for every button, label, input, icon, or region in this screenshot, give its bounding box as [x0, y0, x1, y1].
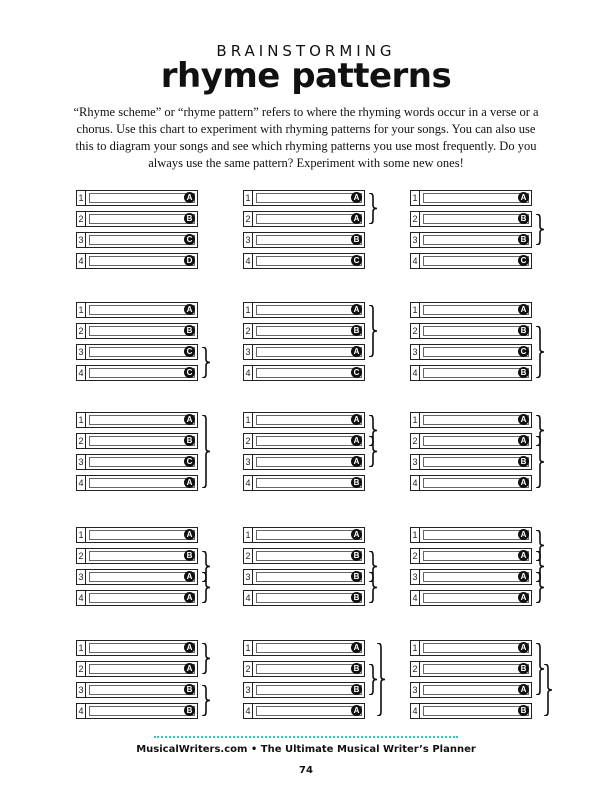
rhyme-line-row [410, 475, 532, 491]
lyric-line-field[interactable] [256, 530, 362, 540]
rhyme-line-row [76, 211, 198, 227]
rhyme-chart [410, 640, 550, 720]
line-number: 1 [244, 191, 253, 205]
rhyme-letter-badge: A [351, 705, 362, 716]
rhyme-line-row [410, 365, 532, 381]
lyric-line-field[interactable] [256, 347, 362, 357]
rhyme-letter-badge: A [351, 414, 362, 425]
rhyme-line-row [410, 682, 532, 698]
rhyme-chart [410, 527, 550, 607]
lyric-line-field[interactable] [423, 643, 529, 653]
rhyme-line-row [410, 344, 532, 360]
lyric-line-field[interactable] [423, 214, 529, 224]
rhyme-brace-icon [368, 193, 378, 224]
line-number: 3 [244, 233, 253, 247]
lyric-line-field[interactable] [256, 685, 362, 695]
rhyme-line-row [410, 412, 532, 428]
line-number: 3 [244, 345, 253, 359]
rhyme-letter-badge: A [184, 642, 195, 653]
rhyme-letter-badge: A [351, 642, 362, 653]
rhyme-chart [243, 527, 383, 607]
rhyme-letter-badge: B [351, 592, 362, 603]
lyric-line-field[interactable] [89, 347, 195, 357]
rhyme-letter-badge: D [184, 255, 195, 266]
line-number: 3 [411, 683, 420, 697]
rhyme-chart [243, 640, 383, 720]
line-number: 2 [244, 549, 253, 563]
line-number: 4 [411, 591, 420, 605]
lyric-line-field[interactable] [256, 572, 362, 582]
lyric-line-field[interactable] [89, 305, 195, 315]
rhyme-letter-badge: A [184, 414, 195, 425]
rhyme-chart [410, 302, 550, 382]
rhyme-brace-icon [535, 436, 545, 488]
rhyme-letter-badge: B [184, 213, 195, 224]
rhyme-letter-badge: A [184, 663, 195, 674]
line-number: 3 [411, 233, 420, 247]
rhyme-line-row [243, 703, 365, 719]
rhyme-line-row [410, 454, 532, 470]
rhyme-chart [410, 412, 550, 492]
lyric-line-field[interactable] [423, 436, 529, 446]
footer-text: MusicalWriters.com • The Ultimate Musical Writer’s Planner [136, 744, 476, 755]
line-number: 2 [77, 434, 86, 448]
rhyme-line-row [410, 661, 532, 677]
rhyme-letter-badge: C [184, 234, 195, 245]
rhyme-letter-badge: A [184, 477, 195, 488]
lyric-line-field[interactable] [89, 664, 195, 674]
rhyme-line-row [243, 682, 365, 698]
line-number: 4 [77, 704, 86, 718]
line-number: 1 [77, 413, 86, 427]
rhyme-line-row [243, 232, 365, 248]
lyric-line-field[interactable] [423, 193, 529, 203]
rhyme-letter-badge: A [518, 435, 529, 446]
rhyme-line-row [243, 454, 365, 470]
lyric-line-field[interactable] [256, 593, 362, 603]
rhyme-line-row [243, 344, 365, 360]
rhyme-line-row [410, 527, 532, 543]
line-number: 1 [244, 528, 253, 542]
line-number: 2 [77, 324, 86, 338]
line-number: 4 [244, 591, 253, 605]
line-number: 1 [411, 303, 420, 317]
line-number: 1 [244, 413, 253, 427]
lyric-line-field[interactable] [89, 193, 195, 203]
rhyme-letter-badge: A [518, 571, 529, 582]
line-number: 1 [77, 641, 86, 655]
lyric-line-field[interactable] [423, 305, 529, 315]
lyric-line-field[interactable] [256, 256, 362, 266]
rhyme-line-row [410, 253, 532, 269]
line-number: 1 [77, 528, 86, 542]
rhyme-letter-badge: B [518, 213, 529, 224]
rhyme-line-row [410, 302, 532, 318]
rhyme-letter-badge: B [351, 684, 362, 695]
rhyme-letter-badge: C [351, 255, 362, 266]
rhyme-line-row [76, 590, 198, 606]
lyric-line-field[interactable] [256, 305, 362, 315]
line-number: 2 [244, 434, 253, 448]
rhyme-chart [76, 527, 216, 607]
lyric-line-field[interactable] [256, 214, 362, 224]
rhyme-letter-badge: A [518, 192, 529, 203]
line-number: 3 [244, 570, 253, 584]
rhyme-line-row [243, 323, 365, 339]
lyric-line-field[interactable] [256, 326, 362, 336]
rhyme-letter-badge: A [518, 550, 529, 561]
rhyme-line-row [76, 640, 198, 656]
rhyme-line-row [243, 412, 365, 428]
rhyme-line-row [410, 569, 532, 585]
rhyme-letter-badge: C [518, 346, 529, 357]
lyric-line-field[interactable] [256, 478, 362, 488]
rhyme-letter-badge: C [184, 346, 195, 357]
lyric-line-field[interactable] [423, 235, 529, 245]
rhyme-chart [243, 190, 383, 270]
rhyme-letter-badge: B [518, 234, 529, 245]
lyric-line-field[interactable] [423, 347, 529, 357]
line-number: 2 [244, 212, 253, 226]
line-number: 2 [77, 549, 86, 563]
lyric-line-field[interactable] [89, 593, 195, 603]
rhyme-line-row [410, 323, 532, 339]
lyric-line-field[interactable] [256, 664, 362, 674]
rhyme-line-row [76, 703, 198, 719]
lyric-line-field[interactable] [423, 685, 529, 695]
rhyme-letter-badge: C [518, 255, 529, 266]
lyric-line-field[interactable] [256, 368, 362, 378]
rhyme-line-row [243, 590, 365, 606]
lyric-line-field[interactable] [89, 214, 195, 224]
rhyme-line-row [410, 232, 532, 248]
line-number: 3 [77, 345, 86, 359]
line-number: 4 [244, 476, 253, 490]
rhyme-letter-badge: A [518, 529, 529, 540]
lyric-line-field[interactable] [423, 457, 529, 467]
lyric-line-field[interactable] [423, 415, 529, 425]
line-number: 4 [411, 704, 420, 718]
lyric-line-field[interactable] [256, 643, 362, 653]
rhyme-chart [76, 302, 216, 382]
rhyme-brace-icon [535, 572, 545, 603]
lyric-line-field[interactable] [423, 706, 529, 716]
lyric-line-field[interactable] [89, 706, 195, 716]
lyric-line-field[interactable] [256, 457, 362, 467]
rhyme-line-row [243, 302, 365, 318]
intro-paragraph: “Rhyme scheme” or “rhyme pattern” refers to where the rhyming words occur in a verse or a chorus. Use this chart to experiment with rhyming patterns for your songs. You can also use this to diagram your songs and see which rhyming patterns you use most frequently. Do you always use the same pattern? Experiment with some new ones! [73, 105, 539, 170]
rhyme-line-row [243, 433, 365, 449]
rhyme-line-row [243, 253, 365, 269]
line-number: 1 [411, 641, 420, 655]
rhyme-letter-badge: C [351, 367, 362, 378]
rhyme-letter-badge: A [184, 304, 195, 315]
rhyme-letter-badge: B [518, 325, 529, 336]
rhyme-line-row [76, 323, 198, 339]
rhyme-letter-badge: A [184, 571, 195, 582]
rhyme-letter-badge: A [184, 592, 195, 603]
rhyme-letter-badge: B [184, 325, 195, 336]
rhyme-letter-badge: A [518, 477, 529, 488]
lyric-line-field[interactable] [423, 478, 529, 488]
line-number: 2 [77, 212, 86, 226]
line-number: 3 [244, 455, 253, 469]
line-number: 4 [244, 704, 253, 718]
rhyme-line-row [243, 640, 365, 656]
rhyme-line-row [410, 433, 532, 449]
line-number: 4 [411, 254, 420, 268]
rhyme-line-row [410, 548, 532, 564]
rhyme-line-row [410, 590, 532, 606]
line-number: 2 [411, 549, 420, 563]
rhyme-brace-icon [368, 572, 378, 603]
rhyme-letter-badge: A [351, 529, 362, 540]
rhyme-letter-badge: B [184, 435, 195, 446]
rhyme-line-row [76, 569, 198, 585]
rhyme-letter-badge: A [184, 529, 195, 540]
rhyme-line-row [76, 232, 198, 248]
lyric-line-field[interactable] [89, 551, 195, 561]
line-number: 3 [77, 455, 86, 469]
lyric-line-field[interactable] [89, 685, 195, 695]
lyric-line-field[interactable] [423, 256, 529, 266]
rhyme-letter-badge: A [518, 304, 529, 315]
lyric-line-field[interactable] [89, 457, 195, 467]
line-number: 4 [77, 591, 86, 605]
line-number: 1 [244, 641, 253, 655]
line-number: 3 [77, 683, 86, 697]
lyric-line-field[interactable] [89, 572, 195, 582]
lyric-line-field[interactable] [256, 551, 362, 561]
line-number: 2 [77, 662, 86, 676]
lyric-line-field[interactable] [423, 551, 529, 561]
rhyme-line-row [76, 412, 198, 428]
line-number: 4 [77, 254, 86, 268]
rhyme-line-row [76, 344, 198, 360]
lyric-line-field[interactable] [423, 593, 529, 603]
rhyme-brace-icon [376, 643, 386, 716]
line-number: 2 [244, 662, 253, 676]
rhyme-brace-icon [201, 415, 211, 488]
lyric-line-field[interactable] [89, 643, 195, 653]
rhyme-letter-badge: A [518, 414, 529, 425]
line-number: 4 [411, 366, 420, 380]
line-number: 1 [77, 303, 86, 317]
line-number: 2 [411, 662, 420, 676]
rhyme-letter-badge: B [351, 550, 362, 561]
lyric-line-field[interactable] [256, 235, 362, 245]
rhyme-letter-badge: B [518, 367, 529, 378]
line-number: 2 [411, 324, 420, 338]
lyric-line-field[interactable] [89, 326, 195, 336]
line-number: 4 [244, 254, 253, 268]
page-title: rhyme patterns [160, 56, 452, 96]
lyric-line-field[interactable] [256, 436, 362, 446]
rhyme-line-row [243, 475, 365, 491]
line-number: 2 [411, 212, 420, 226]
rhyme-brace-icon [368, 305, 378, 357]
rhyme-line-row [243, 211, 365, 227]
line-number: 1 [411, 191, 420, 205]
rhyme-letter-badge: B [184, 684, 195, 695]
rhyme-brace-icon [201, 572, 211, 603]
line-number: 1 [411, 528, 420, 542]
rhyme-letter-badge: B [184, 550, 195, 561]
rhyme-letter-badge: A [518, 642, 529, 653]
lyric-line-field[interactable] [423, 326, 529, 336]
rhyme-letter-badge: A [518, 592, 529, 603]
lyric-line-field[interactable] [423, 664, 529, 674]
line-number: 1 [411, 413, 420, 427]
rhyme-line-row [243, 527, 365, 543]
rhyme-line-row [410, 190, 532, 206]
lyric-line-field[interactable] [256, 193, 362, 203]
rhyme-line-row [76, 682, 198, 698]
rhyme-line-row [76, 253, 198, 269]
rhyme-letter-badge: C [184, 367, 195, 378]
rhyme-line-row [76, 548, 198, 564]
lyric-line-field[interactable] [256, 706, 362, 716]
rhyme-letter-badge: B [518, 663, 529, 674]
rhyme-chart [410, 190, 550, 270]
line-number: 4 [244, 366, 253, 380]
rhyme-letter-badge: A [351, 192, 362, 203]
line-number: 3 [411, 455, 420, 469]
rhyme-line-row [243, 365, 365, 381]
line-number: 3 [411, 570, 420, 584]
rhyme-chart [76, 190, 216, 270]
rhyme-line-row [76, 527, 198, 543]
line-number: 1 [244, 303, 253, 317]
line-number: 4 [77, 366, 86, 380]
page-kicker: BRAINSTORMING [216, 42, 396, 60]
rhyme-line-row [76, 433, 198, 449]
rhyme-letter-badge: B [351, 571, 362, 582]
lyric-line-field[interactable] [423, 530, 529, 540]
rhyme-line-row [76, 475, 198, 491]
lyric-line-field[interactable] [89, 436, 195, 446]
rhyme-brace-icon [201, 685, 211, 716]
rhyme-line-row [410, 640, 532, 656]
rhyme-letter-badge: A [351, 213, 362, 224]
rhyme-letter-badge: B [518, 705, 529, 716]
line-number: 4 [77, 476, 86, 490]
rhyme-line-row [243, 569, 365, 585]
rhyme-chart [76, 640, 216, 720]
lyric-line-field[interactable] [89, 368, 195, 378]
rhyme-letter-badge: B [184, 705, 195, 716]
line-number: 1 [77, 191, 86, 205]
lyric-line-field[interactable] [423, 572, 529, 582]
lyric-line-field[interactable] [256, 415, 362, 425]
rhyme-letter-badge: B [351, 325, 362, 336]
line-number: 3 [411, 345, 420, 359]
page-number: 74 [299, 765, 313, 776]
rhyme-letter-badge: A [351, 456, 362, 467]
footer-divider [154, 736, 458, 738]
rhyme-chart [76, 412, 216, 492]
rhyme-letter-badge: A [351, 435, 362, 446]
rhyme-brace-icon [535, 214, 545, 245]
line-number: 2 [411, 434, 420, 448]
rhyme-line-row [243, 190, 365, 206]
rhyme-brace-icon [368, 436, 378, 467]
lyric-line-field[interactable] [89, 478, 195, 488]
lyric-line-field[interactable] [89, 256, 195, 266]
rhyme-line-row [76, 365, 198, 381]
rhyme-line-row [76, 302, 198, 318]
rhyme-line-row [76, 454, 198, 470]
rhyme-letter-badge: A [184, 192, 195, 203]
line-number: 2 [244, 324, 253, 338]
rhyme-chart [243, 412, 383, 492]
rhyme-brace-icon [543, 664, 553, 716]
rhyme-line-row [76, 190, 198, 206]
rhyme-line-row [410, 703, 532, 719]
lyric-line-field[interactable] [423, 368, 529, 378]
rhyme-letter-badge: A [518, 684, 529, 695]
rhyme-line-row [76, 661, 198, 677]
rhyme-letter-badge: B [518, 456, 529, 467]
rhyme-letter-badge: B [351, 663, 362, 674]
rhyme-letter-badge: A [351, 304, 362, 315]
line-number: 3 [244, 683, 253, 697]
rhyme-brace-icon [201, 643, 211, 674]
lyric-line-field[interactable] [89, 415, 195, 425]
line-number: 4 [411, 476, 420, 490]
rhyme-letter-badge: B [351, 234, 362, 245]
rhyme-line-row [243, 548, 365, 564]
rhyme-letter-badge: A [351, 346, 362, 357]
lyric-line-field[interactable] [89, 235, 195, 245]
rhyme-brace-icon [201, 347, 211, 378]
rhyme-letter-badge: B [351, 477, 362, 488]
rhyme-chart [243, 302, 383, 382]
rhyme-line-row [243, 661, 365, 677]
lyric-line-field[interactable] [89, 530, 195, 540]
line-number: 3 [77, 233, 86, 247]
rhyme-letter-badge: C [184, 456, 195, 467]
rhyme-line-row [410, 211, 532, 227]
line-number: 3 [77, 570, 86, 584]
rhyme-brace-icon [535, 326, 545, 378]
